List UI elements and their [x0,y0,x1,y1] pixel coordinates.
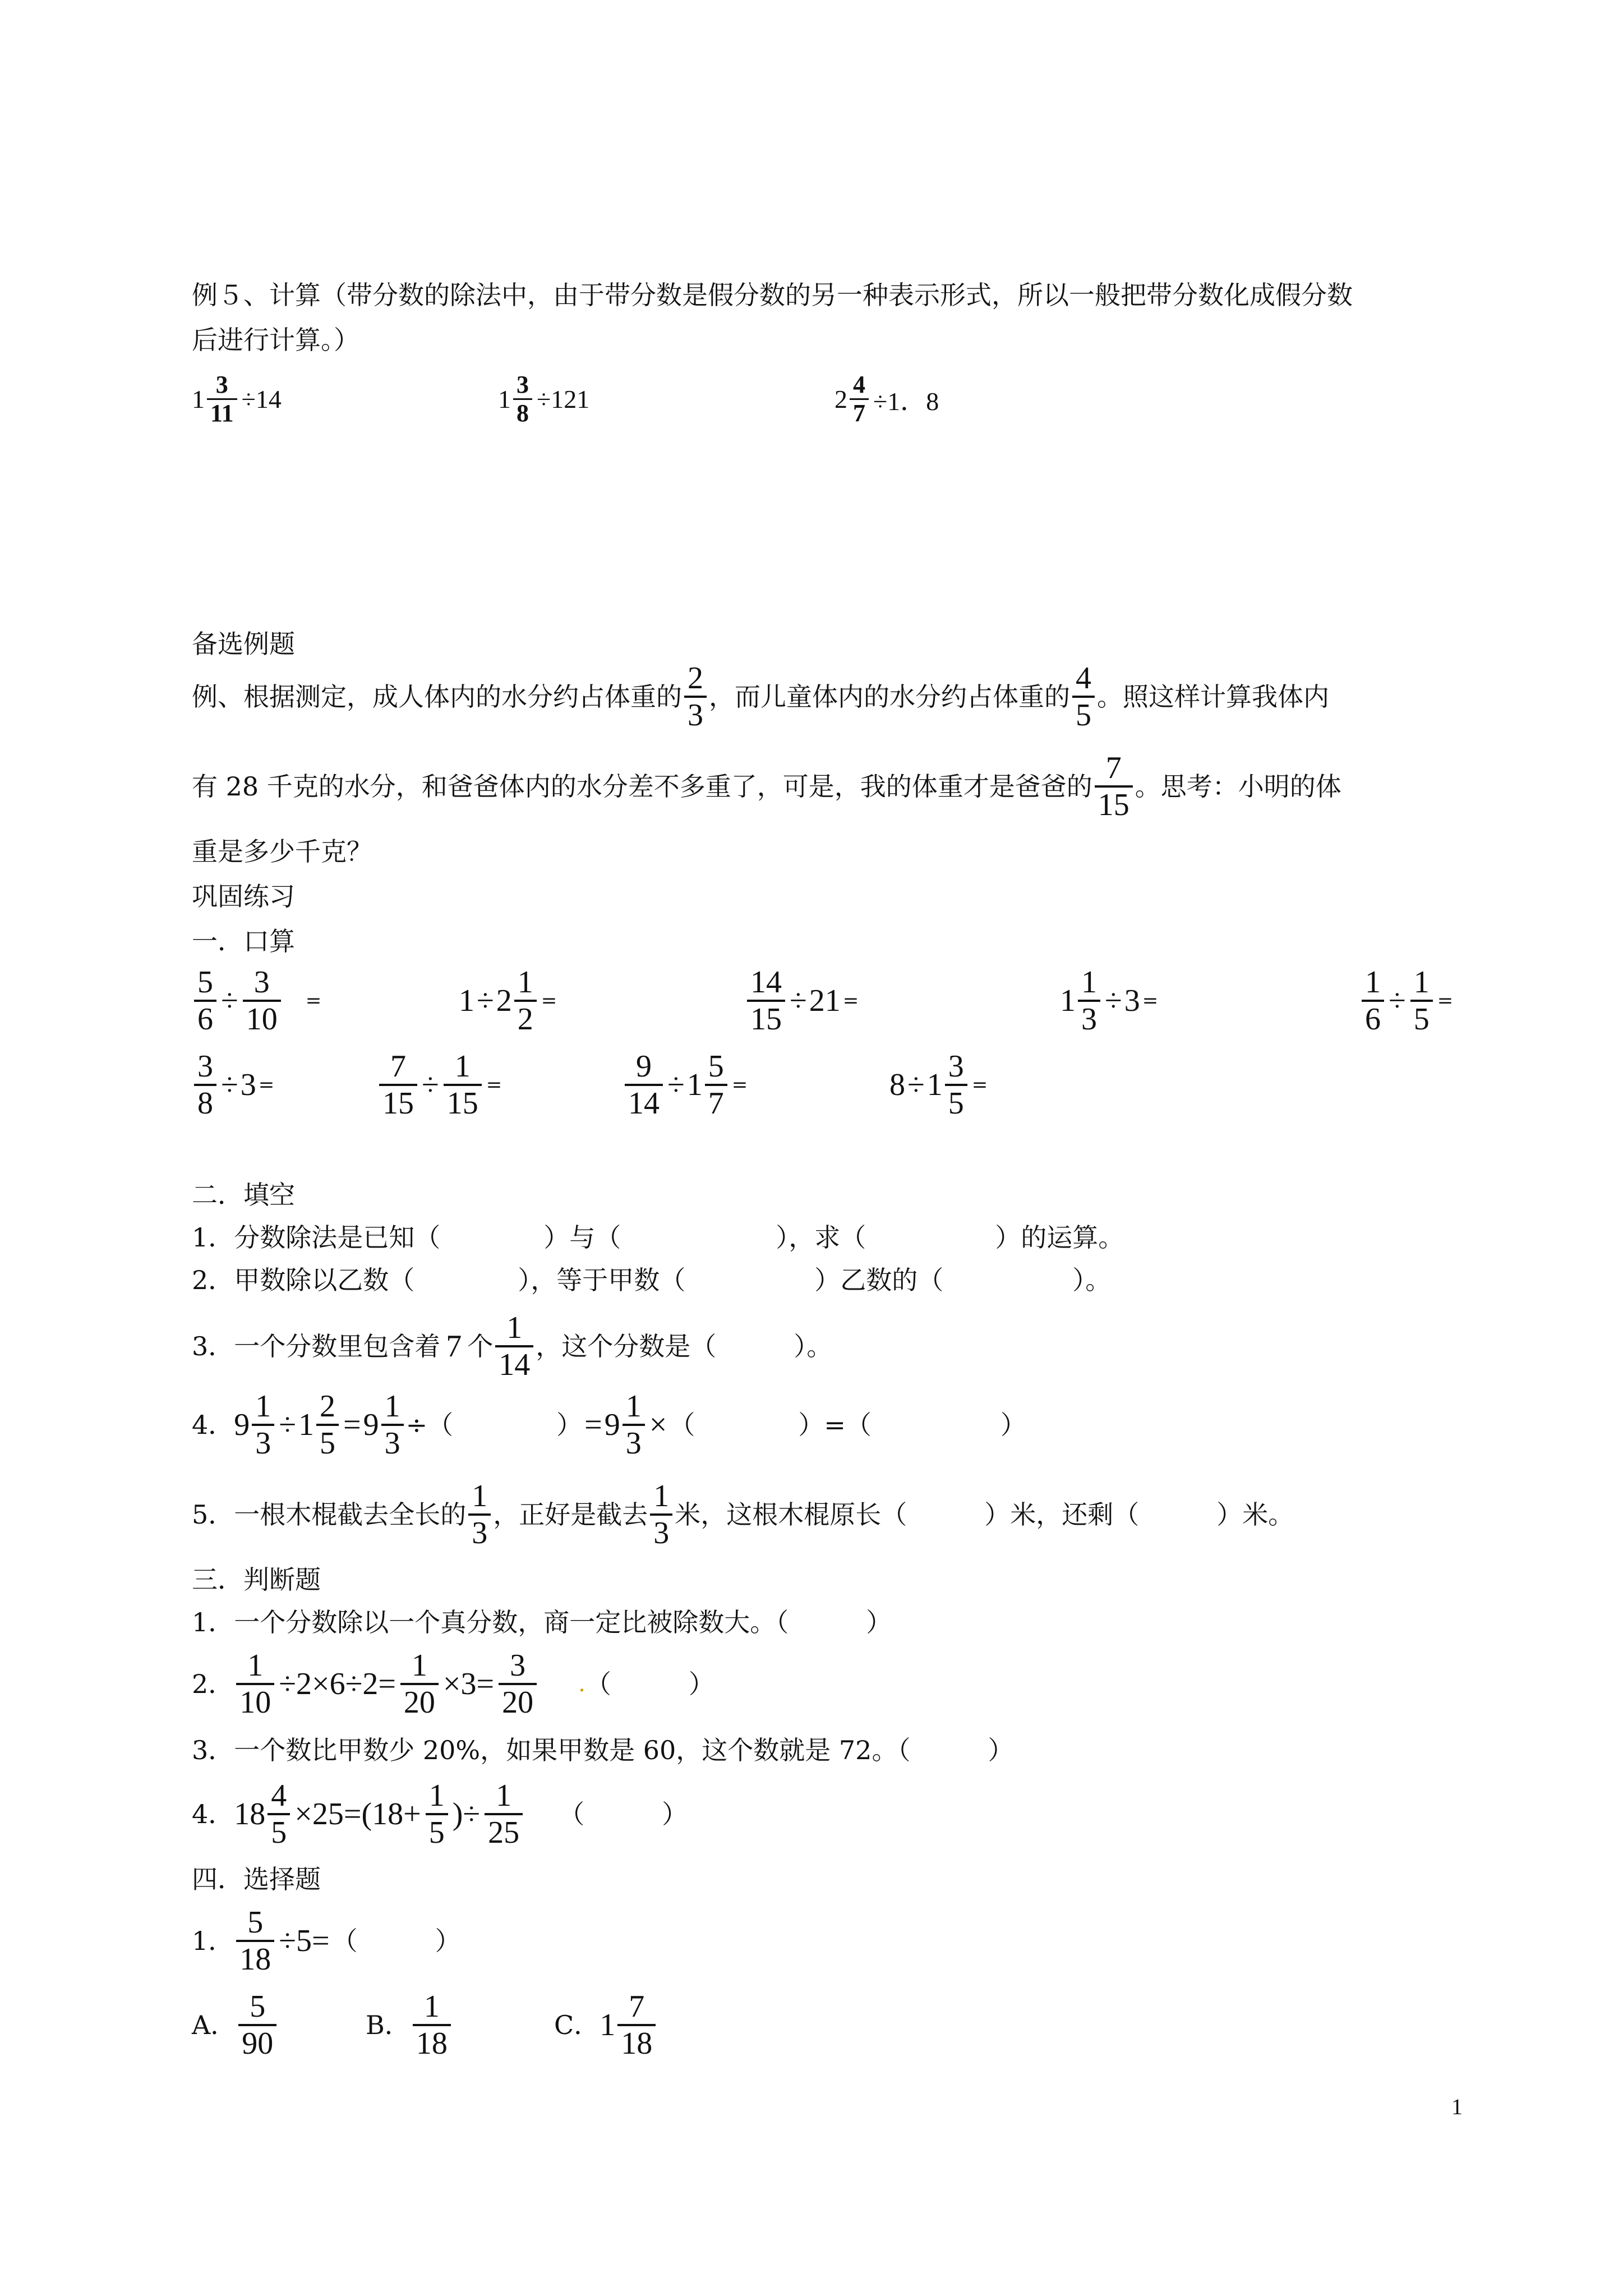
practice-heading: 巩固练习 [192,881,295,912]
fraction: $\frac{7}{15}$ [1092,751,1135,822]
fraction: $\frac{5}{6}$ [192,965,219,1037]
example5-item-2 [498,371,592,427]
mental-item: 1 ÷ 2 $\frac{1}{2}$ = [459,965,557,1037]
judge-heading: 三．判断题 [192,1565,321,1595]
choice-heading: 四．选择题 [192,1864,321,1894]
alt-example-para-1: 例、根据测定，成人体内的水分约占体重的 $\frac{2}{3}$ ，而儿童体内的水分约占体重的 $\frac{4}{5}$ 。照这样计算我体内 [192,661,1329,733]
fraction: $\frac{3}{8}$ [192,1049,219,1121]
mental-item: $\frac{5}{6}$ ÷ $\frac{3}{10}$ = [192,965,321,1037]
fraction: $\frac{3}{5}$ [943,1049,970,1121]
fraction: $\frac{1}{3}$ [1076,965,1103,1037]
fraction: $\frac{3}{11}$ [205,371,239,427]
fraction: $\frac{3}{20}$ [496,1648,539,1720]
fraction: $\frac{7}{18}$ [615,1989,658,2061]
fraction: $\frac{1}{5}$ [1408,965,1435,1037]
fill-q2: 2．甲数除以乙数（ ），等于甲数（ ）乙数的（ ）。 [192,1265,1112,1295]
fraction: $\frac{2}{3}$ [682,661,709,733]
mental-item: 8 ÷ 1 $\frac{3}{5}$ = [889,1049,988,1121]
mental-item: $\frac{1}{6}$ ÷ $\frac{1}{5}$ = [1359,965,1453,1037]
fraction: $\frac{5}{90}$ [236,1989,279,2061]
mental-item: $\frac{9}{14}$ ÷ 1 $\frac{5}{7}$ = [623,1049,748,1121]
fraction: $\frac{1}{3}$ [466,1479,493,1550]
fraction: $\frac{1}{3}$ [620,1389,647,1461]
fraction: $\frac{1}{6}$ [1359,965,1386,1037]
mental-item: 1 $\frac{1}{3}$ ÷ 3 = [1060,965,1159,1037]
example5-item-1 [192,371,284,427]
judge-q2: 2． $\frac{1}{10}$ ÷2×6÷2= $\frac{1}{20}$ ×3= $\frac{3}{20}$ . （ ） [192,1648,714,1720]
fraction: $\frac{3}{10}$ [241,965,283,1037]
fraction: $\frac{2}{5}$ [314,1389,341,1461]
alt-example-para-3: 重是多少千克？ [192,836,372,867]
fraction: $\frac{5}{7}$ [703,1049,730,1121]
choice-option-a[interactable]: A． $\frac{5}{90}$ [192,1989,279,2061]
expression-rest: ÷14 [241,385,282,413]
fraction: $\frac{3}{8}$ [511,371,534,427]
mental-item: $\frac{3}{8}$ ÷ 3 = [192,1049,274,1121]
example5-item-3 [834,371,941,427]
fill-q5: 5．一根木棍截去全长的 $\frac{1}{3}$ ，正好是截去 $\frac{1}{3}$ 米，这根木棍原长（ ）米，还剩（ ）米。 [192,1479,1294,1550]
fraction: $\frac{1}{5}$ [423,1778,450,1850]
judge-q3: 3．一个数比甲数少 20%，如果甲数是 60，这个数就是 72。（ ） [192,1735,1014,1765]
mental-heading: 一．口算 [192,926,295,956]
choice-option-b[interactable]: B． $\frac{1}{18}$ [366,1989,453,2061]
mental-item: $\frac{7}{15}$ ÷ $\frac{1}{15}$ = [377,1049,502,1121]
fraction: $\frac{4}{5}$ [265,1778,292,1850]
fraction: $\frac{1}{2}$ [512,965,539,1037]
example5-line2: 后进行计算。） [192,325,359,355]
whole-number: 1 [192,385,205,413]
fraction: $\frac{1}{18}$ [411,1989,453,2061]
fraction: $\frac{4}{7}$ [847,371,871,427]
fraction: $\frac{1}{20}$ [398,1648,441,1720]
fraction: $\frac{1}{25}$ [482,1778,525,1850]
alt-example-para-2: 有 28 千克的水分，和爸爸体内的水分差不多重了，可是，我的体重才是爸爸的 $\frac{7}{15}$ 。思考：小明的体 [192,751,1341,822]
fraction: $\frac{1}{3}$ [250,1389,276,1461]
choice-q1: 1． $\frac{5}{18}$ ÷5= （ ） [192,1905,461,1977]
fraction: $\frac{4}{5}$ [1070,661,1097,733]
judge-q1: 1．一个分数除以一个真分数，商一定比被除数大。（ ） [192,1607,892,1637]
fraction: $\frac{7}{15}$ [377,1049,419,1121]
mental-item: $\frac{14}{15}$ ÷ 21 = [745,965,859,1037]
choice-option-c[interactable]: C． 1 $\frac{7}{18}$ [554,1989,658,2061]
whole-number: 1 [498,385,511,413]
page-number: 1 [1451,2094,1463,2119]
fraction: $\frac{1}{3}$ [648,1479,675,1550]
fill-q4: 4． 9 $\frac{1}{3}$ ÷ 1 $\frac{2}{5}$ = 9 $\frac{1}{3}$ ÷（ ） = 9 $\frac{1}{3}$ × （ ）=（ ） [192,1389,1026,1461]
fraction: $\frac{5}{18}$ [234,1905,276,1977]
fraction: $\frac{1}{14}$ [493,1310,536,1382]
expression-rest: ÷121 [537,385,590,413]
fraction: $\frac{14}{15}$ [745,965,787,1037]
whole-number: 2 [834,385,847,413]
judge-q4: 4． 18 $\frac{4}{5}$ ×25=(18+ $\frac{1}{5}$ )÷ $\frac{1}{25}$ （ ） [192,1778,688,1850]
fraction: $\frac{9}{14}$ [623,1049,665,1121]
fraction: $\frac{1}{10}$ [234,1648,276,1720]
fill-q3: 3．一个分数里包含着 7 个 $\frac{1}{14}$ ，这个分数是（ ）。 [192,1310,833,1382]
alt-example-heading: 备选例题 [192,629,295,659]
fill-heading: 二．填空 [192,1180,295,1210]
fill-q1: 1．分数除法是已知（ ）与（ ），求（ ）的运算。 [192,1222,1124,1253]
fraction: $\frac{1}{3}$ [379,1389,406,1461]
expression-rest: ÷1．8 [873,386,939,416]
example5-line1: 例５、计算（带分数的除法中，由于带分数是假分数的另一种表示形式，所以一般把带分数化成假分数 [192,280,1353,310]
fraction: $\frac{1}{15}$ [441,1049,484,1121]
